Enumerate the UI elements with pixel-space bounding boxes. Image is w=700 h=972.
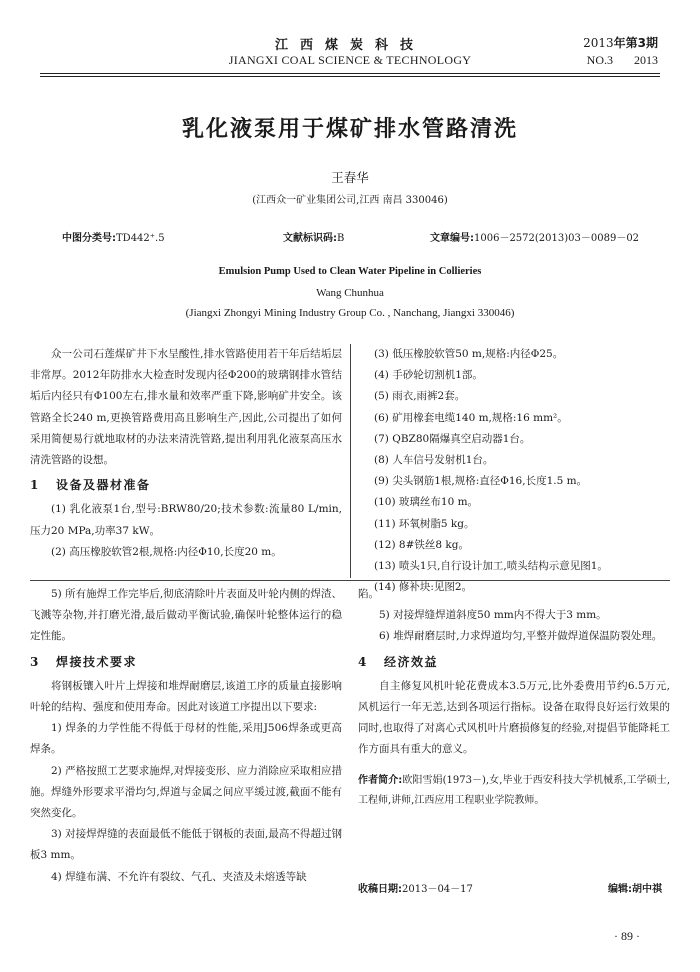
section-3-number: 3 [30, 654, 40, 669]
list-item: (4) 手砂轮切割机1部。 [374, 369, 483, 382]
list-item: (2) 高压橡胶软管2根,规格:内径Φ10,长度20 m。 [51, 545, 282, 558]
english-affiliation: (Jiangxi Zhongyi Mining Industry Group Co. , Nanchang, Jiangxi 330046) [185, 307, 515, 319]
section-4-number: 4 [358, 654, 368, 669]
paragraph: 2) 严格按照工艺要求施焊,对焊接变形、应力消除应采取相应措施。焊缝外形要求平滑均匀,焊道与金属之间应平缓过渡,截面不能有突然变化。 [30, 764, 342, 820]
section-4-title: 经济效益 [384, 654, 439, 669]
received-label: 收稿日期: [358, 884, 402, 895]
author-bio [358, 771, 670, 811]
english-author: Wang Chunhua [316, 287, 384, 299]
clc-number [62, 229, 165, 244]
list-item: (3) 低压橡胶软管50 m,规格:内径Φ25。 [374, 348, 564, 360]
article-title: 乳化液泵用于煤矿排水管路清洗 [181, 117, 518, 142]
issue-rest: 年第3期 [613, 36, 658, 50]
list-item: (11) 环氧树脂5 kg。 [374, 517, 475, 530]
author-name: 王春华 [331, 170, 369, 185]
received-date [358, 880, 473, 895]
editor [608, 880, 662, 895]
section-1-number: 1 [30, 478, 40, 493]
list-item: (12) 8#铁丝8 kg。 [374, 538, 469, 551]
intro-paragraph: 众一公司石莲煤矿井下水呈酸性,排水管路使用若干年后结垢层非常厚。2012年防排水大检查时发现内径Φ200的玻璃钢排水管结垢后内径只有Φ100左右,排水量和效率严重下降,影响矿井安全。该管路全长240 m,更换管路费用高且影响生产,因此,公司提出了如何采用简便易行就地取材的办法来清洗管路,提出利用乳化液泵高压水清洗管路的设想。 [30, 348, 342, 467]
section-3-title: 焊接技术要求 [56, 654, 138, 669]
issue-year: 2013 [583, 36, 614, 50]
section-3-heading [30, 652, 342, 673]
upper-left-column [30, 344, 342, 563]
journal-name-cn: 江西煤炭科技 [274, 38, 425, 53]
upper-right-column [358, 344, 670, 598]
column-divider [350, 344, 351, 578]
doc-label: 文献标识码: [283, 233, 337, 244]
paragraph: 5) 所有施焊工作完毕后,彻底清除叶片表面及叶轮内侧的焊渣、飞溅等杂物,并打磨光滑,最后做动平衡试验,确保叶轮整体运行的稳定性能。 [30, 588, 342, 643]
journal-name-en: JIANGXI COAL SCIENCE & TECHNOLOGY [228, 53, 472, 67]
paragraph: 陷。 [358, 588, 379, 600]
author-affiliation: (江西众一矿业集团公司,江西 南昌 330046) [252, 195, 448, 206]
list-item: (5) 雨衣,雨裤2套。 [374, 390, 466, 403]
paragraph: 4) 焊缝布满、不允许有裂纹、气孔、夹渣及未熔透等缺 [51, 870, 307, 883]
english-title: Emulsion Pump Used to Clean Water Pipeline in Collieries [218, 266, 482, 277]
document-code [283, 229, 344, 244]
section-4-heading [358, 652, 670, 673]
paragraph: 5) 对接焊缝焊道斜度50 mm内不得大于3 mm。 [379, 609, 607, 622]
list-item: (13) 喷头1只,自行设计加工,喷头结构示意见图1。 [374, 560, 608, 573]
editor-value: 胡中祺 [632, 884, 662, 895]
section-1-heading [30, 475, 342, 496]
article-number [430, 229, 639, 244]
list-item: (7) QBZ80隔爆真空启动器1台。 [374, 432, 531, 445]
list-item: (9) 尖头钢筋1根,规格:直径Φ16,长度1.5 m。 [374, 475, 588, 488]
received-value: 2013－04－17 [402, 884, 473, 895]
received-row [358, 880, 662, 895]
list-item: (10) 玻璃丝布10 m。 [374, 496, 479, 509]
issue-en: NO.3 2013 [586, 53, 658, 67]
list-item: (1) 乳化液泵1台,型号:BRW80/20;技术参数:流量80 L/min,压力20 MPa,功率37 kW。 [30, 503, 342, 537]
paragraph: 将钢板镶入叶片上焊接和堆焊耐磨层,该道工序的质量直接影响叶轮的结构、强度和使用寿命。因此对该道工序提出以下要求: [30, 679, 342, 714]
clc-label: 中图分类号: [62, 233, 116, 244]
list-item: (6) 矿用橡套电缆140 m,规格:16 mm²。 [374, 411, 568, 424]
paragraph: 1) 焊条的力学性能不得低于母材的性能,采用J506焊条或更高焊条。 [30, 722, 342, 756]
lower-right-column [358, 584, 670, 811]
page-number: · 89 · [614, 929, 640, 943]
doc-value: B [337, 233, 345, 244]
bio-label: 作者简介: [358, 774, 403, 786]
editor-label: 编辑: [608, 884, 632, 895]
list-item: (8) 人车信号发射机1台。 [374, 454, 494, 467]
paragraph: 自主修复风机叶轮花费成本3.5万元,比外委费用节约6.5万元,风机运行一年无恙,达到各项运行指标。设备在取得良好运行效果的同时,也取得了对离心式风机叶片磨损修复的经验,对提倡节能降耗工作方面具有重大的意义。 [358, 679, 670, 756]
header-rule-thin [40, 76, 660, 77]
lower-left-column [30, 584, 342, 888]
list-item: (14) 修补块:见图2。 [374, 581, 473, 594]
paragraph: 6) 堆焊耐磨层时,力求焊道均匀,平整并做焊道保温防裂处理。 [379, 630, 663, 643]
article-no-value: 1006－2572(2013)03－0089－02 [474, 233, 640, 244]
clc-value: TD442⁺.5 [116, 233, 165, 244]
header-rule [40, 73, 660, 74]
article-no-label: 文章编号: [430, 233, 474, 244]
paragraph: 3) 对接焊焊缝的表面最低不能低于钢板的表面,最高不得超过钢板3 mm。 [30, 828, 342, 862]
section-1-title: 设备及器材准备 [56, 478, 151, 493]
issue-cn [583, 34, 658, 51]
bio-text: 欧阳雪娟(1973－),女,毕业于西安科技大学机械系,工学硕士,工程师,讲师,江西应用工程职业学院教师。 [358, 774, 670, 806]
section-divider [30, 580, 670, 581]
